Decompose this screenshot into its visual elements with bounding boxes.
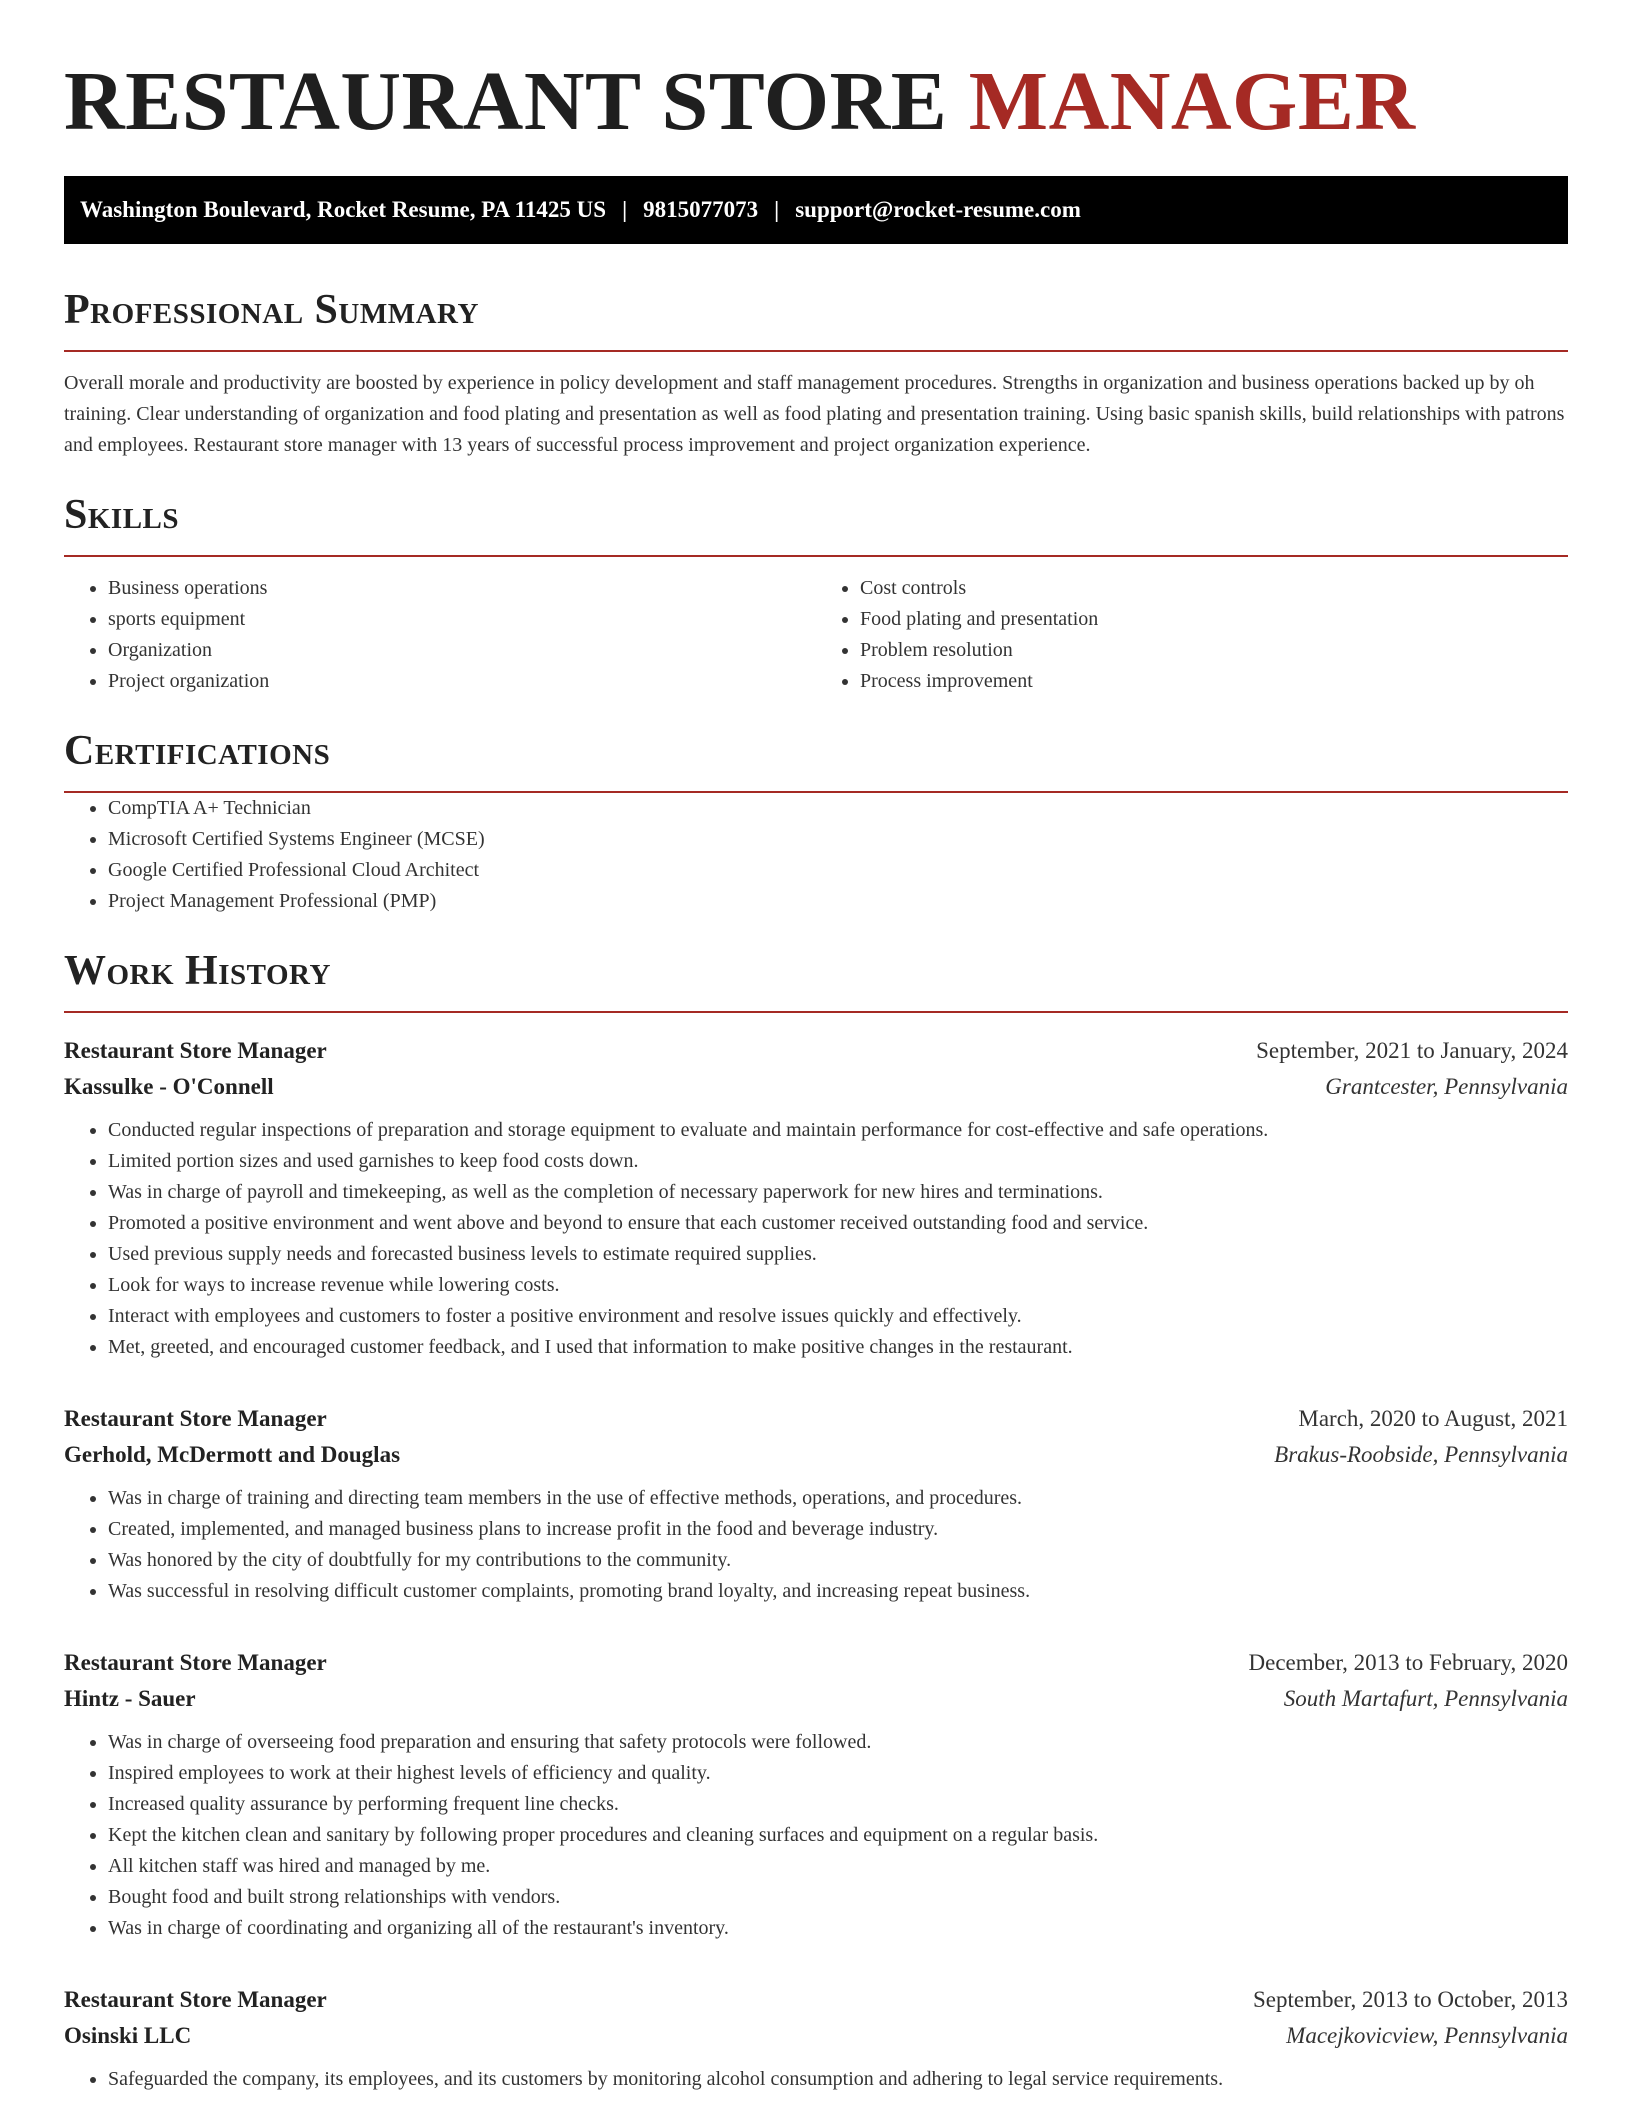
resume-page [64,0,1568,2095]
job-header-row [64,1645,1568,1681]
job-header-row [64,1033,1568,1069]
skill-item: • Cost controls [860,573,1568,604]
skill-item: • Organization [108,635,816,666]
job-bullet: • Created, implemented, and managed business plans to increase profit in the food and beverage industry. [108,1514,1568,1545]
job-bullet: • Limited portion sizes and used garnishes to keep food costs down. [108,1146,1568,1177]
skill-item: • Project organization [108,666,816,697]
certifications-list [64,793,1568,917]
job-company: Hintz - Sauer [64,1686,196,1711]
job-location: South Martafurt, Pennsylvania [1283,1686,1568,1711]
skills-list-left [64,573,816,697]
job-header-row [64,1982,1568,2018]
job-location: Macejkovicview, Pennsylvania [1286,2023,1568,2048]
job-bullet: • Was in charge of training and directing team members in the use of effective methods, operations, and procedures. [108,1483,1568,1514]
job-company-row [64,1681,1568,1717]
job-bullet: • Was in charge of coordinating and organizing all of the restaurant's inventory. [108,1913,1568,1944]
certifications-heading: Certifications [64,728,331,774]
job-bullet: • Interact with employees and customers to foster a positive environment and resolve issues quickly and effectively. [108,1301,1568,1332]
job-location: Grantcester, Pennsylvania [1325,1074,1568,1099]
job-title: Restaurant Store Manager [64,1038,327,1063]
job-bullets [64,1483,1568,1607]
certification-item: • Project Management Professional (PMP) [108,886,1568,917]
section-divider [64,1011,1568,1013]
skills-list-right [816,573,1568,697]
job-bullet: • Look for ways to increase revenue while lowering costs. [108,1270,1568,1301]
job-bullets [64,2064,1568,2095]
job-header-row [64,1401,1568,1437]
skill-item: • sports equipment [108,604,816,635]
resume-name [64,52,1568,152]
summary-text: Overall morale and productivity are boosted by experience in policy development and staff management procedures. Strengths in organization and business operations backed up by oh training. Clear understanding of organization and food plating and presentation as well as food plating and presentation training. Using basic spanish skills, build relationships with patrons and employees. Restaurant store manager with 13 years of successful process improvement and project organization experience. [64,372,1565,456]
contact-address: Washington Boulevard, Rocket Resume, PA 11425 US [80,197,607,222]
job-bullet: • Was in charge of overseeing food preparation and ensuring that safety protocols were followed. [108,1727,1568,1758]
job-title: Restaurant Store Manager [64,1406,327,1431]
job-company-row [64,2018,1568,2054]
job-company: Osinski LLC [64,2023,192,2048]
job-bullet: • Met, greeted, and encouraged customer feedback, and I used that information to make positive changes in the restaurant. [108,1332,1568,1363]
job-dates: March, 2020 to August, 2021 [1298,1406,1568,1431]
skills-heading: Skills [64,492,180,538]
job-bullet: • Inspired employees to work at their highest levels of efficiency and quality. [108,1758,1568,1789]
job-company-row [64,1437,1568,1473]
job-title: Restaurant Store Manager [64,1650,327,1675]
job-company-row [64,1069,1568,1105]
job-title: Restaurant Store Manager [64,1987,327,2012]
job-bullet: • Bought food and built strong relationships with vendors. [108,1882,1568,1913]
job-bullet: • Safeguarded the company, its employees, and its customers by monitoring alcohol consumption and adhering to legal service requirements. [108,2064,1568,2095]
job-dates: December, 2013 to February, 2020 [1248,1650,1568,1675]
section-divider [64,350,1568,352]
job-entry [64,1982,1568,2095]
job-bullet: • Promoted a positive environment and went above and beyond to ensure that each customer received outstanding food and service. [108,1208,1568,1239]
skill-item: • Problem resolution [860,635,1568,666]
job-company: Kassulke - O'Connell [64,1074,274,1099]
section-divider [64,555,1568,557]
contact-separator: | [622,197,628,222]
skill-item: • Business operations [108,573,816,604]
job-dates: September, 2013 to October, 2013 [1253,1987,1568,2012]
job-bullet: • Was in charge of payroll and timekeeping, as well as the completion of necessary paperwork for new hires and terminations. [108,1177,1568,1208]
skill-item: • Process improvement [860,666,1568,697]
job-dates: September, 2021 to January, 2024 [1256,1038,1568,1063]
skills-columns [64,573,1568,697]
job-entry [64,1645,1568,1944]
contact-bar [64,176,1568,244]
certification-item: • Google Certified Professional Cloud Architect [108,855,1568,886]
job-bullet: • All kitchen staff was hired and managed by me. [108,1851,1568,1882]
job-bullet: • Increased quality assurance by performing frequent line checks. [108,1789,1568,1820]
job-entry [64,1033,1568,1363]
summary-heading: Professional Summary [64,287,479,333]
certification-item: • CompTIA A+ Technician [108,793,1568,824]
job-bullets [64,1727,1568,1944]
name-primary: RESTAURANT STORE [64,55,969,148]
certification-item: • Microsoft Certified Systems Engineer (MCSE) [108,824,1568,855]
contact-separator: | [774,197,780,222]
job-bullet: • Kept the kitchen clean and sanitary by following proper procedures and cleaning surfaces and equipment on a regular basis. [108,1820,1568,1851]
job-bullet: • Conducted regular inspections of preparation and storage equipment to evaluate and maintain performance for cost-effective and safe operations. [108,1115,1568,1146]
skill-item: • Food plating and presentation [860,604,1568,635]
work-history-heading: Work History [64,948,331,994]
job-location: Brakus-Roobside, Pennsylvania [1274,1442,1568,1467]
job-bullets [64,1115,1568,1363]
job-bullet: • Used previous supply needs and forecasted business levels to estimate required supplies. [108,1239,1568,1270]
name-accent: MANAGER [968,55,1416,148]
job-bullet: • Was honored by the city of doubtfully for my contributions to the community. [108,1545,1568,1576]
job-company: Gerhold, McDermott and Douglas [64,1442,401,1467]
job-bullet: • Was successful in resolving difficult customer complaints, promoting brand loyalty, and increasing repeat business. [108,1576,1568,1607]
contact-phone: 9815077073 [643,197,759,222]
job-entry [64,1401,1568,1607]
contact-email[interactable]: support@rocket-resume.com [795,197,1081,222]
